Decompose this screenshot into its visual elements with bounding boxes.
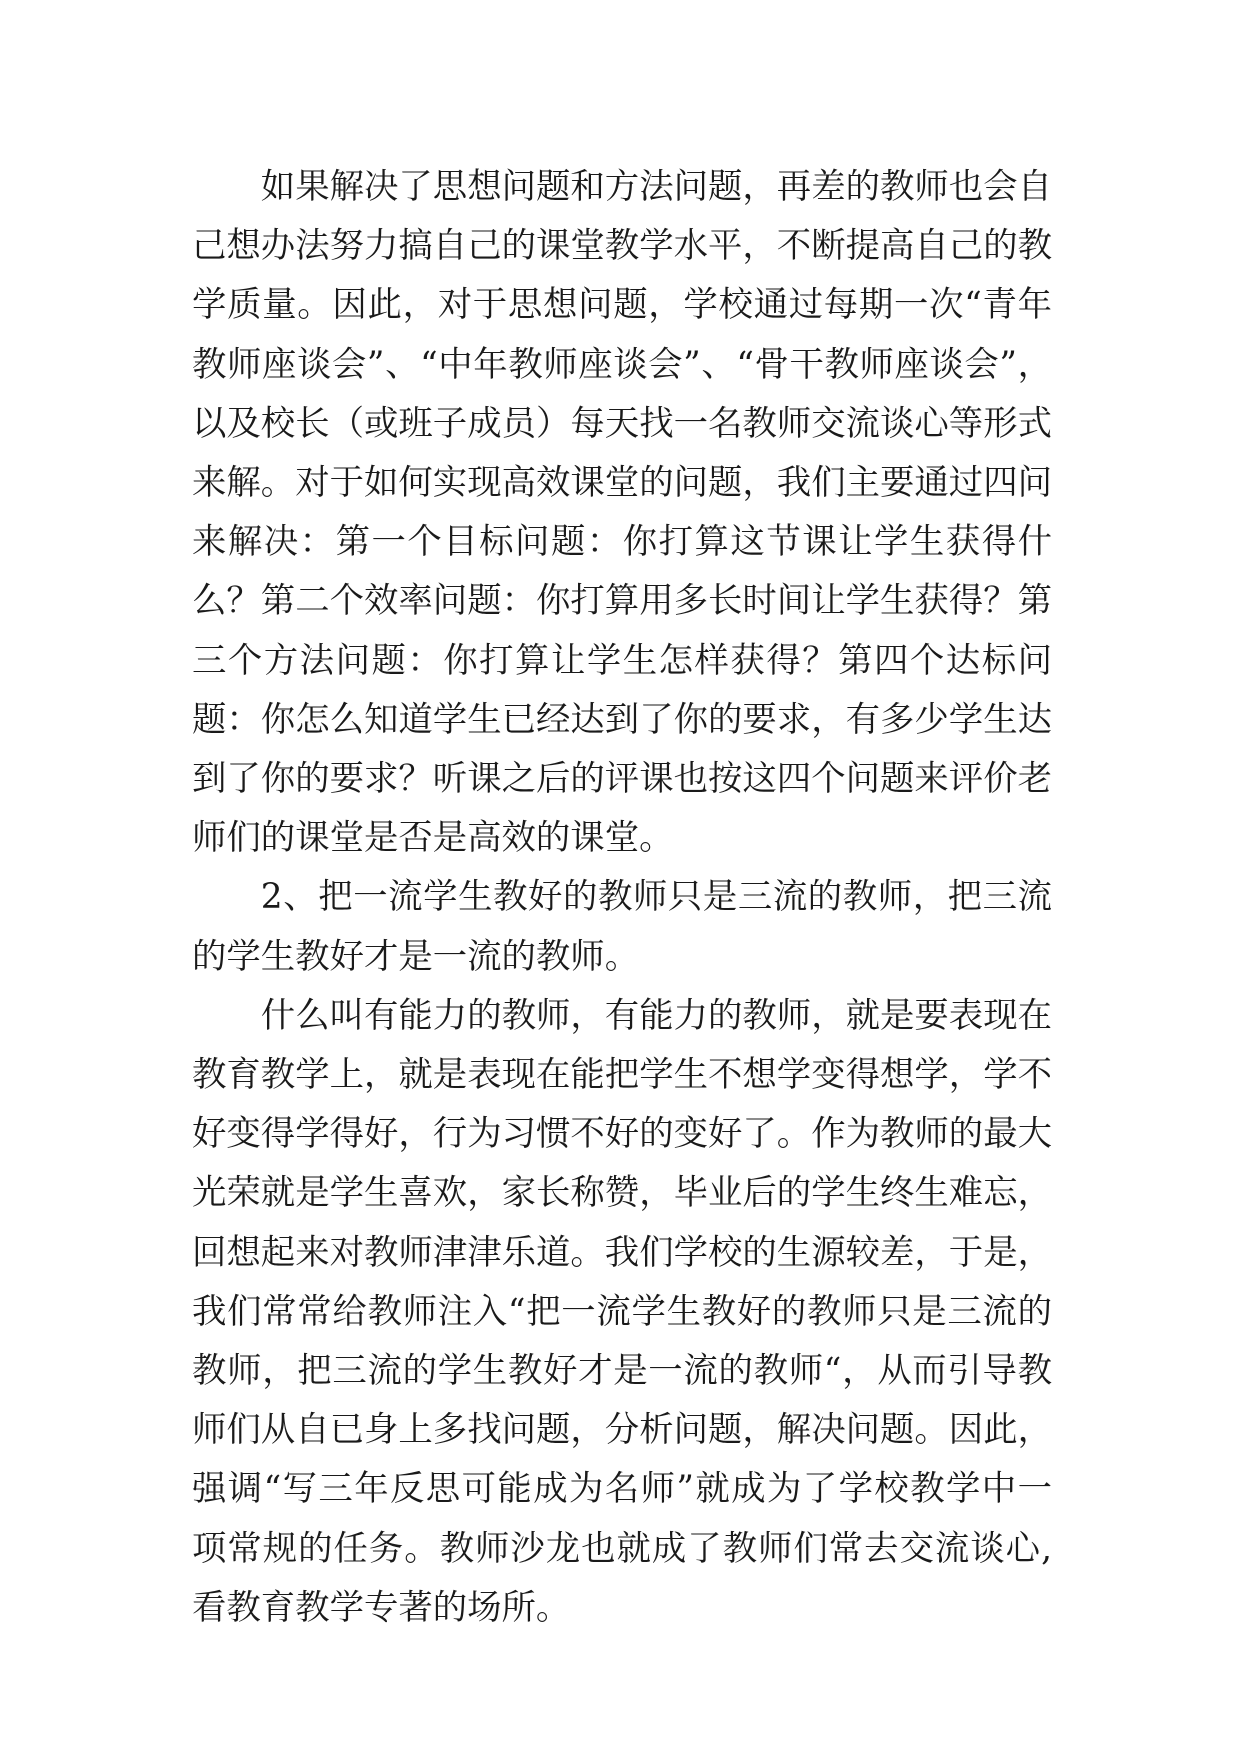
paragraph-3: 什么叫有能力的教师，有能力的教师，就是要表现在教育教学上，就是表现在能把学生不想学变得想学，学不好变得学得好，行为习惯不好的变好了。作为教师的最大光荣就是学生喜欢，家长称赞，毕业后的学生终生难忘，回想起来对教师津津乐道。我们学校的生源较差，于是，我们常常给教师注入“把一流学生教好的教师只是三流的教师，把三流的学生教好才是一流的教师“，从而引导教师们从自已身上多找问题，分析问题，解决问题。因此，强调“写三年反思可能成为名师”就成为了学校教学中一项常规的任务。教师沙龙也就成了教师们常去交流谈心,看教育教学专著的场所。 <box>192 995 1052 1628</box>
paragraph-1: 如果解决了思想问题和方法问题，再差的教师也会自己想办法努力搞自己的课堂教学水平，不断提高自己的教学质量。因此，对于思想问题，学校通过每期一次“青年教师座谈会”、“中年教师座谈会”、“骨干教师座谈会”，以及校长（或班子成员）每天找一名教师交流谈心等形式来解。对于如何实现高效课堂的问题，我们主要通过四问来解决：第一个目标问题：你打算这节课让学生获得什么？第二个效率问题：你打算用多长时间让学生获得？第三个方法问题：你打算让学生怎样获得？第四个达标问题：你怎么知道学生已经达到了你的要求，有多少学生达到了你的要求？听课之后的评课也按这四个问题来评价老师们的课堂是否是高效的课堂。 <box>192 167 1052 859</box>
paragraph-2: 2、把一流学生教好的教师只是三流的教师，把三流的学生教好才是一流的教师。 <box>192 877 1052 977</box>
document-body <box>192 158 1052 1638</box>
